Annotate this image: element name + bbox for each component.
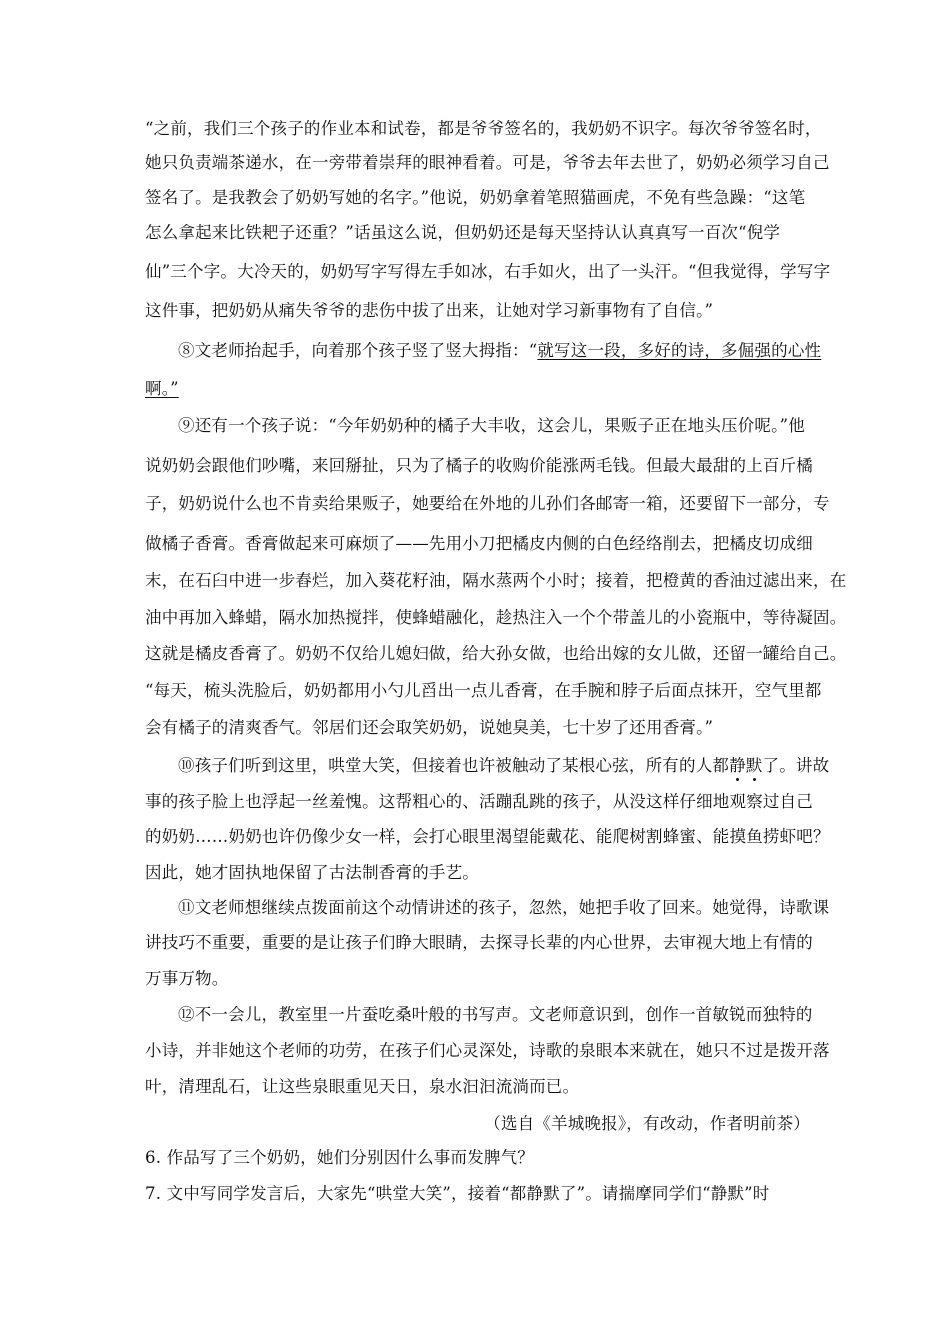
text-segment: ⑩孩子们听到这里，哄堂大笑，但接着也许被触动了某根心弦，所有的人都	[178, 756, 730, 775]
paragraph-8-line-2	[145, 378, 950, 400]
text-line: 子，奶奶说什么也不肯卖给果贩子，她要给在外地的儿孙们各邮寄一箱，还要留下一部分，专	[145, 494, 830, 513]
text-segment: 了。讲故	[762, 756, 830, 775]
emphasis-char: 默	[745, 756, 763, 775]
text-line: 说奶奶会跟他们吵嘴，来回掰扯，只为了橘子的收购价能涨两毛钱。但最大最甜的上百斤橘	[145, 456, 813, 475]
text-line: 末，在石臼中进一步舂烂，加入葵花籽油，隔水蒸两个小时；接着，把橙黄的香油过滤出来，在	[145, 571, 847, 590]
text-line: 小诗，并非她这个老师的功劳，在孩子们心灵深处，诗歌的泉眼本来就在，她只不过是拨开落	[145, 1041, 830, 1060]
emphasis-char: 静	[729, 756, 746, 775]
text-line: ⑫不一会儿，教室里一片蚕吃桑叶般的书写声。文老师意识到，创作一首敏锐而独特的	[178, 1005, 813, 1024]
text-line: ⑪文老师想继续点拨面前这个动情讲述的孩子，忽然，她把手收了回来。她觉得，诗歌课	[178, 898, 830, 917]
text-line: 做橘子香膏。香膏做起来可麻烦了——先用小刀把橘皮内侧的白色经络削去，把橘皮切成细	[145, 534, 813, 553]
text-line: 签名了。是我教会了奶奶写她的名字。”他说，奶奶拿着笔照猫画虎，不免有些急躁：“这笔	[145, 188, 806, 207]
text-line: 事的孩子脸上也浮起一丝羞愧。这帮粗心的、活蹦乱跳的孩子，从没这样仔细地观察过自己	[145, 792, 813, 811]
question-6: 6. 作品写了三个奶奶，她们分别因什么事而发脾气？	[145, 1148, 534, 1167]
text-line: 这就是橘皮香膏了。奶奶不仅给儿媳妇做，给大孙女做，也给出嫁的女儿做，还留一罐给自己。	[145, 644, 847, 663]
text-line: 怎么拿起来比铁耙子还重？”话虽这么说，但奶奶还是每天坚持认认真真写一百次“倪学	[145, 223, 781, 242]
question-7: 7. 文中写同学发言后，大家先“哄堂大笑”，接着“都静默了”。请揣摩同学们“静默”时	[145, 1184, 770, 1203]
text-line: “之前，我们三个孩子的作业本和试卷，都是爷爷签名的，我奶奶不识字。每次爷爷签名时，	[145, 119, 822, 138]
text-line: 她只负责端茶递水，在一旁带着崇拜的眼神看着。可是，爷爷去年去世了，奶奶必须学习自己	[145, 153, 830, 172]
text-line: ⑨还有一个孩子说：“今年奶奶种的橘子大丰收，这会儿，果贩子正在地头压价呢。”他	[178, 416, 805, 435]
source-attribution: （选自《羊城晚报》，有改动，作者明前茶）	[484, 1114, 810, 1133]
text-line: 会有橘子的清爽香气。邻居们还会取笑奶奶，说她臭美，七十岁了还用香膏。”	[145, 718, 714, 737]
text-line: 的奶奶……奶奶也许仍像少女一样，会打心眼里渴望能戴花、能爬树割蜂蜜、能摸鱼捞虾吧？	[145, 827, 830, 846]
text-line: “每天，梳头洗脸后，奶奶都用小勺儿舀出一点儿香膏，在手腕和脖子后面点抹开，空气里都	[145, 681, 822, 700]
text-line: 万事万物。	[145, 969, 229, 988]
paragraph-8-prefix: ⑧文老师抬起手，向着那个孩子竖了竖大拇指：“	[178, 341, 538, 360]
text-line: 这件事，把奶奶从痛失爷爷的悲伤中拔了出来，让她对学习新事物有了自信。”	[145, 301, 714, 320]
text-line: 油中再加入蜂蜡，隔水加热搅拌，使蜂蜡融化，趁热注入一个个带盖儿的小瓷瓶中，等待凝固。	[145, 608, 847, 627]
underlined-sentence-end: 啊。”	[145, 379, 179, 398]
paragraph-8-line-1	[178, 340, 950, 362]
text-line: 因此，她才固执地保留了古法制香膏的手艺。	[145, 863, 479, 882]
underlined-sentence: 就写这一段，多好的诗，多倔强的心性	[537, 341, 822, 360]
paragraph-10-line-1	[178, 755, 950, 777]
text-line: 叶，清理乱石，让这些泉眼重见天日，泉水汩汩流淌而已。	[145, 1077, 580, 1096]
text-line: 仙”三个字。大冷天的，奶奶写字写得左手如冰，右手如火，出了一头汗。“但我觉得，学写字	[145, 262, 831, 281]
text-line: 讲技巧不重要，重要的是让孩子们睁大眼睛，去探寻长辈的内心世界，去审视大地上有情的	[145, 933, 813, 952]
